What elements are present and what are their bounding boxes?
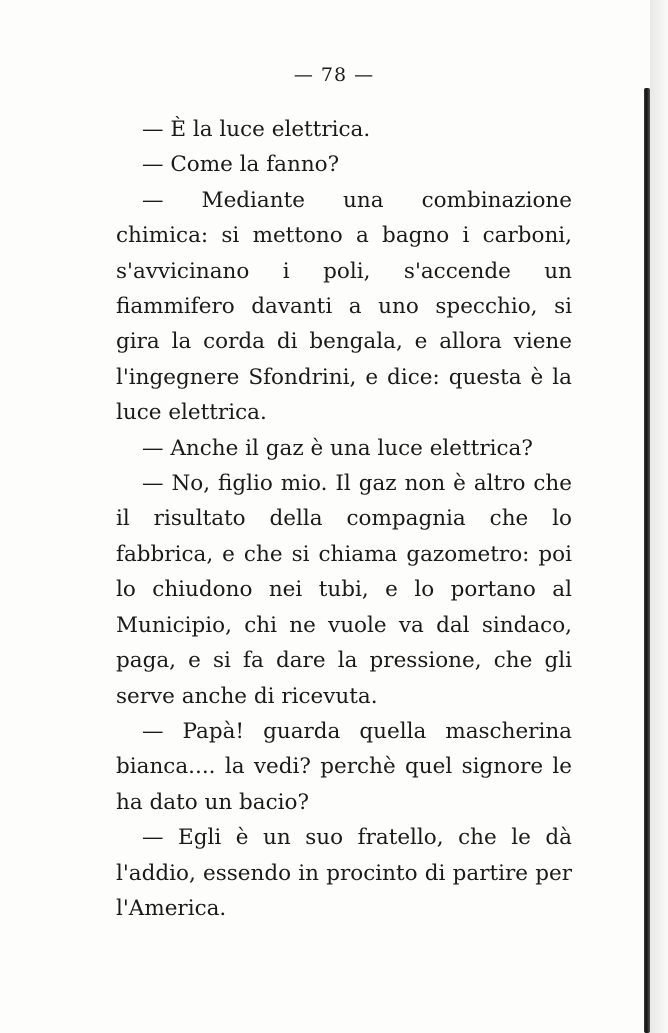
paragraph: — Come la fanno? bbox=[142, 152, 340, 178]
page-number: — 78 — bbox=[293, 64, 375, 86]
paragraph: — Anche il gaz è una luce elettrica? bbox=[142, 435, 533, 461]
body-text bbox=[116, 112, 572, 926]
paragraph: — Papà! guarda quella mascherina bianca.... la vedi? perchè quel signore le ha dato un bacio? bbox=[116, 718, 572, 815]
paragraph: — No, figlio mio. Il gaz non è altro che il risultato della compagnia che lo fabbrica, e che si chiama gazometro: poi lo chiudono nei tubi, e lo portano al Municipio, chi ne vuole va dal sindaco, paga, e si fa dare la pressione, che gli serve anche di ricevuta. bbox=[116, 471, 572, 709]
paragraph: — Egli è un suo fratello, che le dà l'addio, essendo in procinto di partire per l'America. bbox=[116, 825, 572, 921]
page-binding-edge bbox=[644, 88, 650, 1033]
paragraph: — Mediante una combinazione chimica: si mettono a bagno i carboni, s'avvicinano i poli, s'accende un fiammifero davanti a uno specchio, si gira la corda di bengala, e allora viene l'ingegnere Sfondrini, e dice: questa è la luce elettrica. bbox=[116, 187, 572, 426]
page-edge-shadow bbox=[650, 0, 668, 1033]
paragraph: — È la luce elettrica. bbox=[142, 117, 371, 142]
